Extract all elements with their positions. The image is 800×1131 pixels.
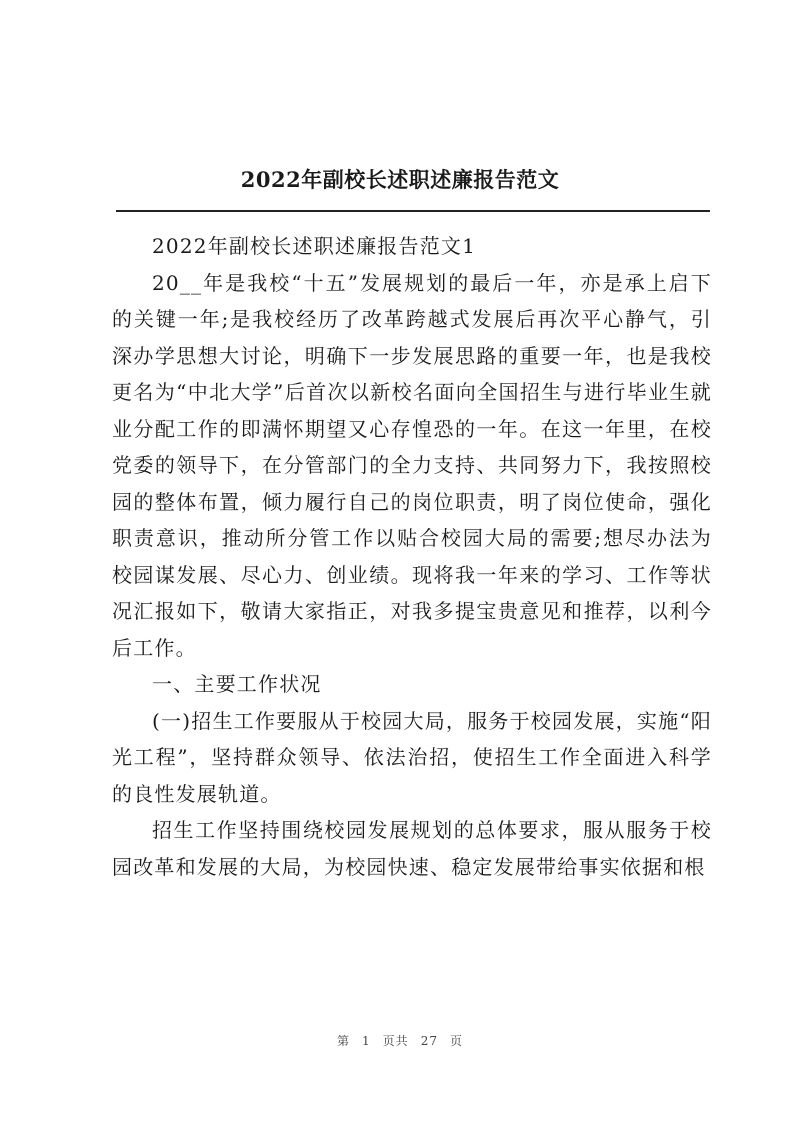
footer-total-pages: 27 [420,1034,438,1048]
subtitle-paragraph: 2022年副校长述职述廉报告范文1 [152,234,477,258]
subsection-paragraph: (一)招生工作要服从于校园大局，服务于校园发展，实施“阳光工程”，坚持群众领导、依法治招，使招生工作全面进入科学的良性发展轨道。 [112,708,712,806]
title-underline [116,210,710,212]
body-paragraph: 招生工作坚持围绕校园发展规划的总体要求，服从服务于校园改革和发展的大局，为校园快速、稳定发展带给事实依据和根 [112,818,712,879]
footer-suffix: 页 [449,1034,463,1048]
intro-paragraph: 20__年是我校“十五”发展规划的最后一年，亦是承上启下的关键一年;是我校经历了改革跨越式发展后再次平心静气，引深办学思想大讨论，明确下一步发展思路的重要一年，也是我校更名为“中北大学”后首次以新校名面向全国招生与进行毕业生就业分配工作的即满怀期望又心存惶恐的一年。在这一年里，在校党委的领导下，在分管部门的全力支持、共同努力下，我按照校园的整体布置，倾力履行自己的岗位职责，明了岗位使命，强化职责意识，推动所分管工作以贴合校园大局的需要;想尽办法为校园谋发展、尽心力、创业绩。现将我一年来的学习、工作等状况汇报如下，敬请大家指正，对我多提宝贵意见和推荐，以利今后工作。 [112,270,712,660]
footer-current-page: 1 [362,1034,371,1048]
footer-prefix: 第 [337,1034,351,1048]
document-body [112,228,712,885]
document-title: 2022年副校长述职述廉报告范文 [240,167,560,192]
page-footer [0,1032,800,1049]
footer-middle: 页共 [382,1034,409,1048]
section-heading: 一、主要工作状况 [152,672,322,696]
